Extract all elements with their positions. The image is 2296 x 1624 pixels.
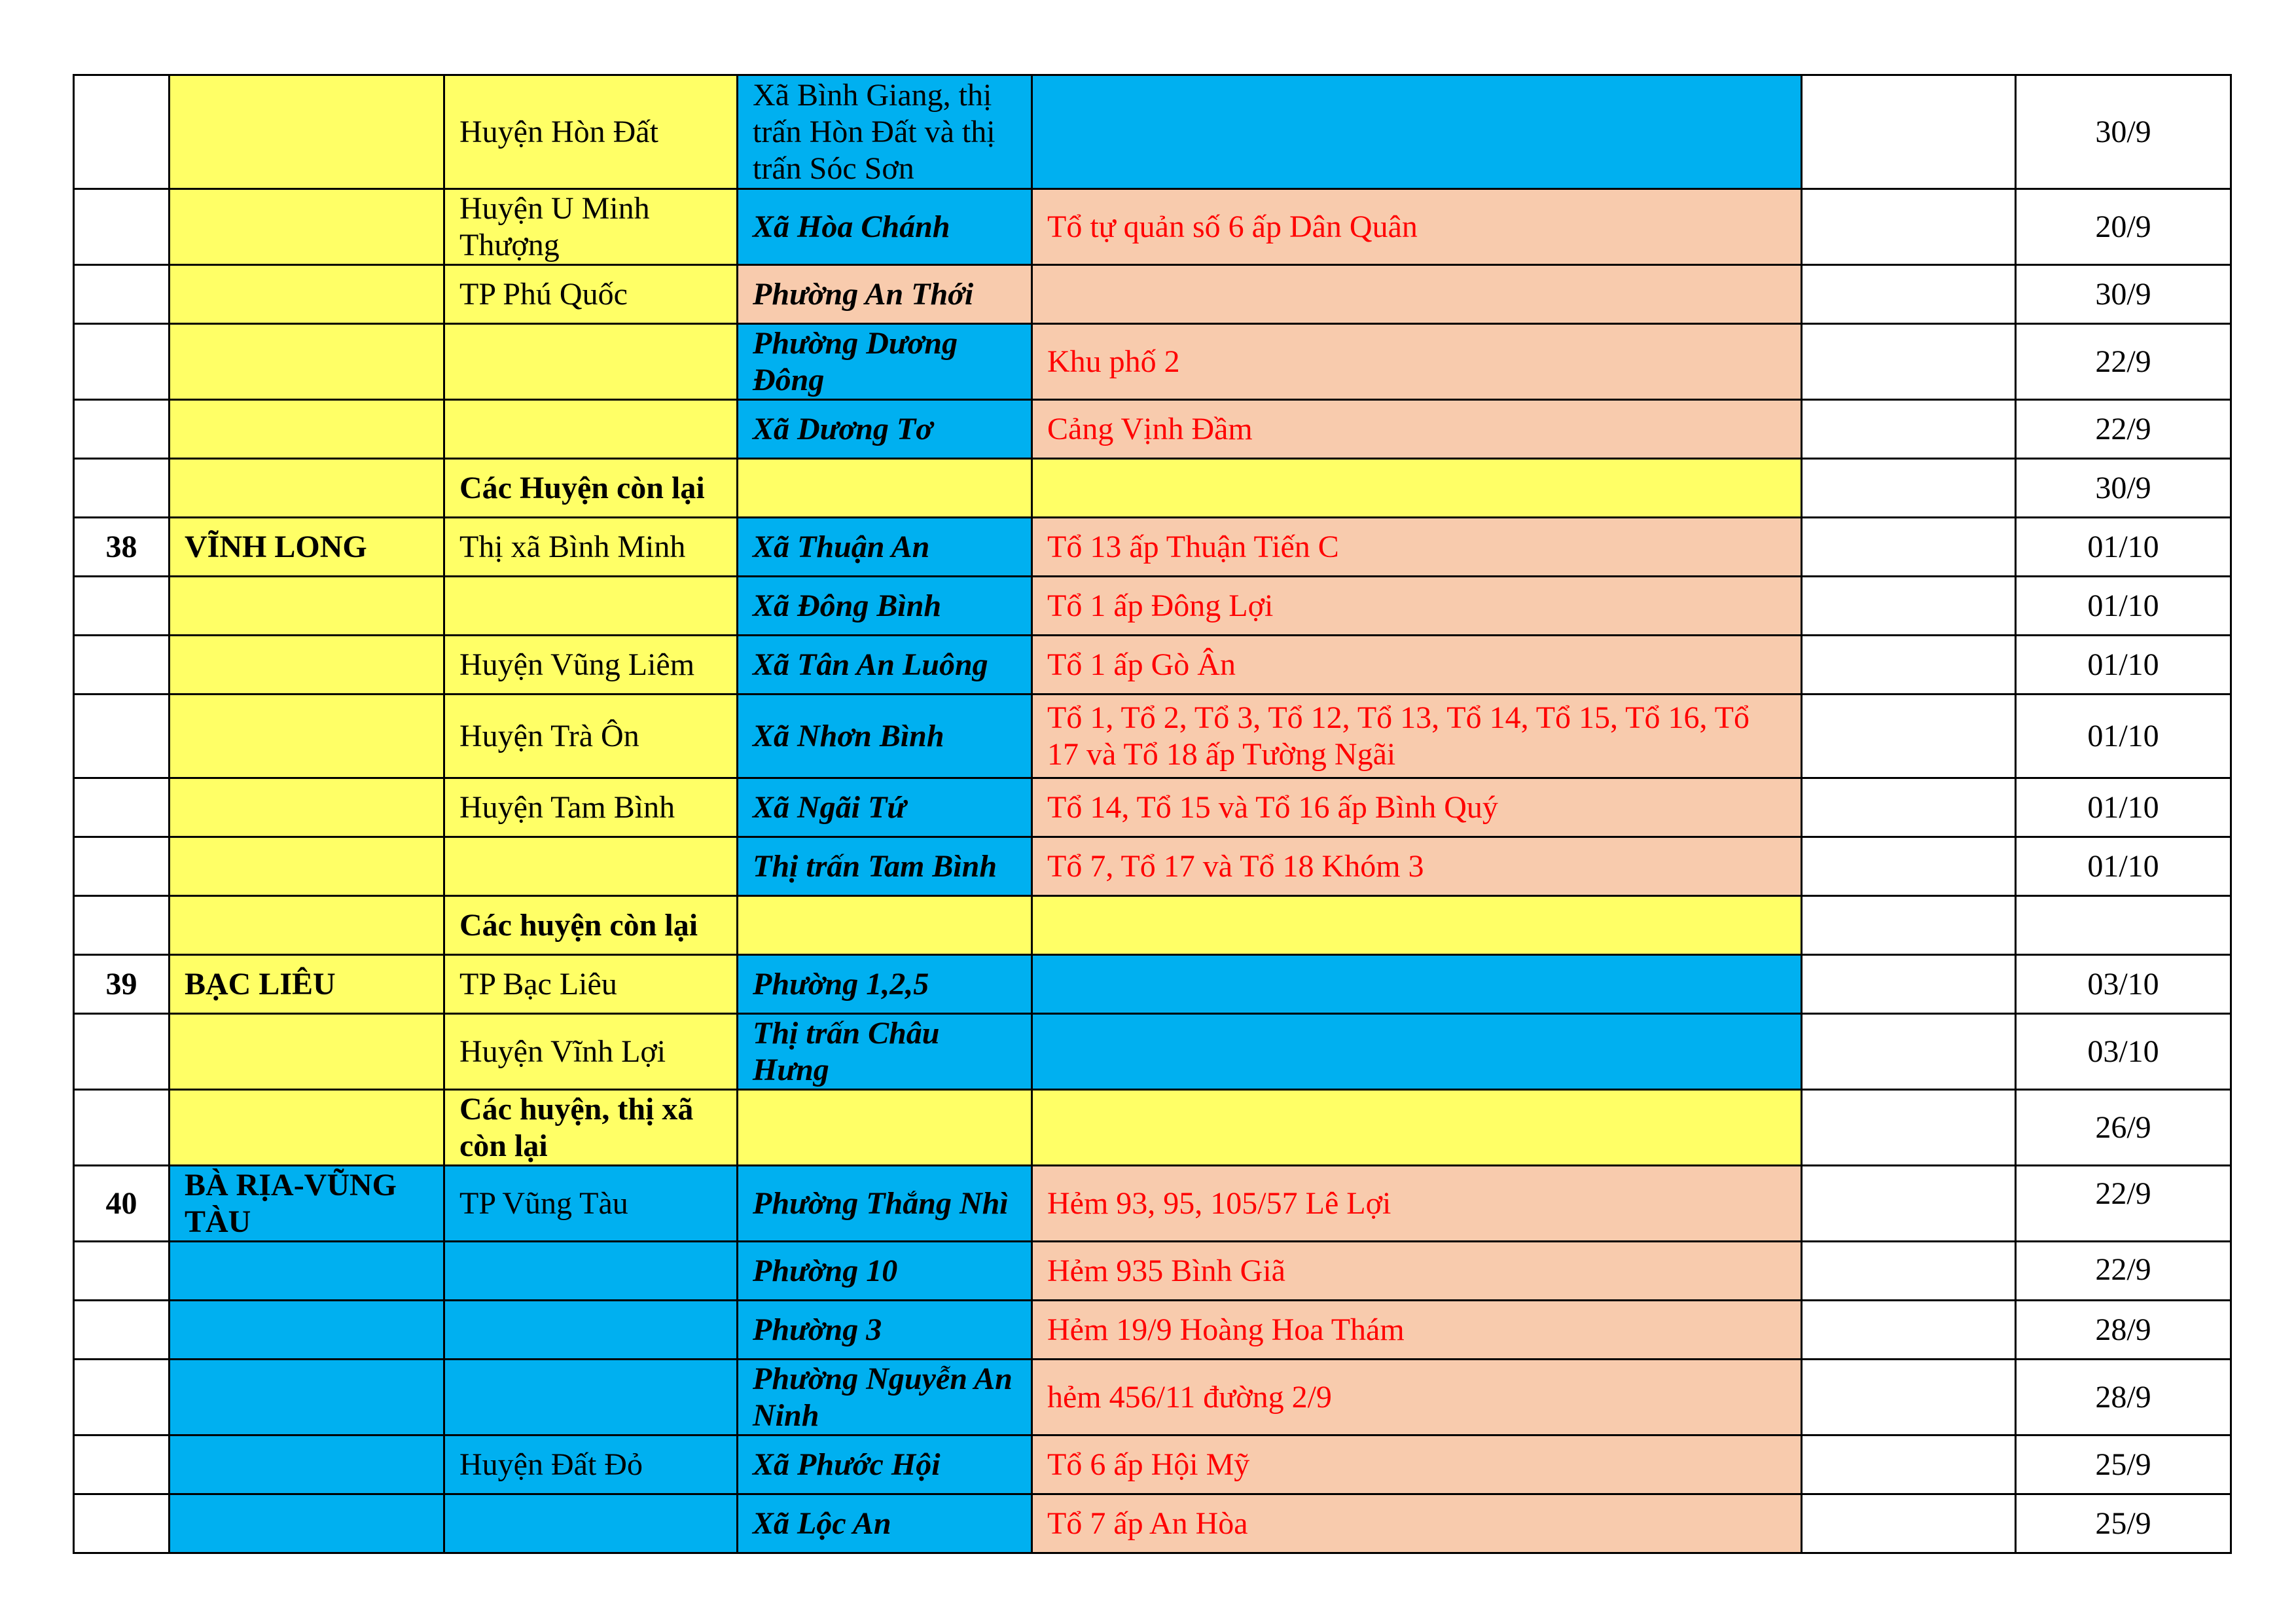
province-cell	[170, 1242, 444, 1301]
table-row	[74, 1360, 2231, 1435]
table-row	[74, 324, 2231, 400]
note-cell	[1802, 1014, 2016, 1090]
date-cell: 22/9	[2016, 400, 2231, 459]
district-cell: TP Bạc Liêu	[444, 955, 738, 1014]
area-cell: Tổ 7 ấp An Hòa	[1032, 1494, 1802, 1553]
date-cell: 28/9	[2016, 1301, 2231, 1360]
table-row	[74, 695, 2231, 778]
date-cell: 01/10	[2016, 636, 2231, 695]
area-cell	[1032, 265, 1802, 324]
date-cell: 03/10	[2016, 955, 2231, 1014]
stt-cell: 40	[74, 1166, 170, 1242]
note-cell	[1802, 1090, 2016, 1166]
stt-cell	[74, 1360, 170, 1435]
province-cell	[170, 1090, 444, 1166]
commune-cell: Xã Phước Hội	[738, 1435, 1032, 1494]
district-cell: Huyện Tam Bình	[444, 778, 738, 837]
table-row	[74, 1014, 2231, 1090]
district-cell: TP Phú Quốc	[444, 265, 738, 324]
area-cell	[1032, 75, 1802, 189]
district-cell: Thị xã Bình Minh	[444, 518, 738, 577]
province-cell	[170, 459, 444, 518]
area-cell: Hẻm 935 Bình Giã	[1032, 1242, 1802, 1301]
province-cell: VĨNH LONG	[170, 518, 444, 577]
note-cell	[1802, 1360, 2016, 1435]
area-cell: hẻm 456/11 đường 2/9	[1032, 1360, 1802, 1435]
commune-cell: Xã Đông Bình	[738, 577, 1032, 636]
stt-cell	[74, 400, 170, 459]
table-row	[74, 1242, 2231, 1301]
province-cell	[170, 400, 444, 459]
area-cell: Tổ 1 ấp Gò Ân	[1032, 636, 1802, 695]
table-row	[74, 189, 2231, 265]
stt-cell	[74, 265, 170, 324]
commune-cell: Xã Thuận An	[738, 518, 1032, 577]
note-cell	[1802, 324, 2016, 400]
note-cell	[1802, 1242, 2016, 1301]
table-row	[74, 577, 2231, 636]
note-cell	[1802, 1301, 2016, 1360]
district-cell	[444, 324, 738, 400]
table-row	[74, 1301, 2231, 1360]
area-cell: Tổ 6 ấp Hội Mỹ	[1032, 1435, 1802, 1494]
date-cell: 01/10	[2016, 778, 2231, 837]
date-cell: 26/9	[2016, 1090, 2231, 1166]
area-cell: Cảng Vịnh Đầm	[1032, 400, 1802, 459]
commune-cell: Phường Thắng Nhì	[738, 1166, 1032, 1242]
stt-cell	[74, 1014, 170, 1090]
area-cell: Tổ 7, Tổ 17 và Tổ 18 Khóm 3	[1032, 837, 1802, 896]
commune-cell: Xã Bình Giang, thị trấn Hòn Đất và thị trấn Sóc Sơn	[738, 75, 1032, 189]
area-cell: Tổ 1, Tổ 2, Tổ 3, Tổ 12, Tổ 13, Tổ 14, Tổ 15, Tổ 16, Tổ 17 và Tổ 18 ấp Tường Ngãi	[1032, 695, 1802, 778]
province-cell	[170, 1014, 444, 1090]
area-cell	[1032, 1090, 1802, 1166]
area-cell	[1032, 1014, 1802, 1090]
province-cell	[170, 1494, 444, 1553]
table-row	[74, 955, 2231, 1014]
commune-cell: Thị trấn Châu Hưng	[738, 1014, 1032, 1090]
district-cell: Huyện Vũng Liêm	[444, 636, 738, 695]
date-cell: 22/9	[2016, 1166, 2231, 1242]
province-cell	[170, 1301, 444, 1360]
stt-cell: 38	[74, 518, 170, 577]
commune-cell	[738, 1090, 1032, 1166]
district-cell	[444, 577, 738, 636]
province-cell	[170, 695, 444, 778]
date-cell: 30/9	[2016, 265, 2231, 324]
commune-cell	[738, 896, 1032, 955]
province-cell	[170, 577, 444, 636]
note-cell	[1802, 75, 2016, 189]
province-cell	[170, 75, 444, 189]
stt-cell	[74, 1090, 170, 1166]
stt-cell	[74, 189, 170, 265]
note-cell	[1802, 837, 2016, 896]
district-cell	[444, 1360, 738, 1435]
stt-cell	[74, 1494, 170, 1553]
table-row	[74, 400, 2231, 459]
district-cell: Huyện Trà Ôn	[444, 695, 738, 778]
commune-cell: Xã Dương Tơ	[738, 400, 1032, 459]
commune-cell: Phường 1,2,5	[738, 955, 1032, 1014]
stt-cell	[74, 324, 170, 400]
province-cell	[170, 265, 444, 324]
table-row	[74, 896, 2231, 955]
province-cell: BÀ RỊA-VŨNG TÀU	[170, 1166, 444, 1242]
district-cell	[444, 1301, 738, 1360]
district-cell	[444, 1494, 738, 1553]
date-cell: 30/9	[2016, 459, 2231, 518]
province-cell: BẠC LIÊU	[170, 955, 444, 1014]
note-cell	[1802, 1435, 2016, 1494]
area-cell: Khu phố 2	[1032, 324, 1802, 400]
note-cell	[1802, 1166, 2016, 1242]
province-cell	[170, 778, 444, 837]
stt-cell	[74, 695, 170, 778]
table-row	[74, 459, 2231, 518]
table-row	[74, 636, 2231, 695]
district-cell: Huyện Vĩnh Lợi	[444, 1014, 738, 1090]
note-cell	[1802, 400, 2016, 459]
district-cell: Các Huyện còn lại	[444, 459, 738, 518]
commune-cell: Thị trấn Tam Bình	[738, 837, 1032, 896]
stt-cell	[74, 1301, 170, 1360]
table-body	[74, 75, 2231, 1553]
commune-cell: Phường An Thới	[738, 265, 1032, 324]
stt-cell: 39	[74, 955, 170, 1014]
table-row	[74, 1494, 2231, 1553]
province-cell	[170, 324, 444, 400]
date-cell: 01/10	[2016, 695, 2231, 778]
table-row	[74, 1435, 2231, 1494]
table-row	[74, 518, 2231, 577]
district-cell: Huyện Hòn Đất	[444, 75, 738, 189]
date-cell: 20/9	[2016, 189, 2231, 265]
table-row	[74, 1166, 2231, 1242]
date-cell: 01/10	[2016, 518, 2231, 577]
note-cell	[1802, 577, 2016, 636]
province-cell	[170, 1360, 444, 1435]
province-cell	[170, 837, 444, 896]
commune-cell: Xã Lộc An	[738, 1494, 1032, 1553]
date-cell: 22/9	[2016, 324, 2231, 400]
district-cell: TP Vũng Tàu	[444, 1166, 738, 1242]
table-row	[74, 778, 2231, 837]
zoning-table	[73, 74, 2232, 1554]
stt-cell	[74, 75, 170, 189]
stt-cell	[74, 459, 170, 518]
commune-cell: Xã Hòa Chánh	[738, 189, 1032, 265]
district-cell	[444, 1242, 738, 1301]
date-cell: 01/10	[2016, 837, 2231, 896]
note-cell	[1802, 1494, 2016, 1553]
date-cell: 25/9	[2016, 1435, 2231, 1494]
note-cell	[1802, 265, 2016, 324]
province-cell	[170, 896, 444, 955]
district-cell: Huyện U Minh Thượng	[444, 189, 738, 265]
province-cell	[170, 1435, 444, 1494]
table-row	[74, 1090, 2231, 1166]
table-row	[74, 265, 2231, 324]
stt-cell	[74, 778, 170, 837]
note-cell	[1802, 778, 2016, 837]
commune-cell: Phường Dương Đông	[738, 324, 1032, 400]
commune-cell: Phường Nguyễn An Ninh	[738, 1360, 1032, 1435]
stt-cell	[74, 1435, 170, 1494]
area-cell: Tổ tự quản số 6 ấp Dân Quân	[1032, 189, 1802, 265]
area-cell	[1032, 955, 1802, 1014]
note-cell	[1802, 636, 2016, 695]
stt-cell	[74, 837, 170, 896]
commune-cell: Phường 10	[738, 1242, 1032, 1301]
commune-cell: Xã Tân An Luông	[738, 636, 1032, 695]
stt-cell	[74, 1242, 170, 1301]
district-cell: Các huyện, thị xã còn lại	[444, 1090, 738, 1166]
area-cell: Tổ 13 ấp Thuận Tiến C	[1032, 518, 1802, 577]
commune-cell: Xã Nhơn Bình	[738, 695, 1032, 778]
district-cell	[444, 400, 738, 459]
district-cell: Các huyện còn lại	[444, 896, 738, 955]
note-cell	[1802, 189, 2016, 265]
stt-cell	[74, 896, 170, 955]
note-cell	[1802, 695, 2016, 778]
commune-cell: Phường 3	[738, 1301, 1032, 1360]
province-cell	[170, 636, 444, 695]
date-cell: 30/9	[2016, 75, 2231, 189]
commune-cell: Xã Ngãi Tứ	[738, 778, 1032, 837]
date-cell	[2016, 896, 2231, 955]
note-cell	[1802, 518, 2016, 577]
note-cell	[1802, 896, 2016, 955]
date-cell: 01/10	[2016, 577, 2231, 636]
stt-cell	[74, 636, 170, 695]
commune-cell	[738, 459, 1032, 518]
date-cell: 25/9	[2016, 1494, 2231, 1553]
date-cell: 22/9	[2016, 1242, 2231, 1301]
area-cell: Tổ 1 ấp Đông Lợi	[1032, 577, 1802, 636]
table-row	[74, 75, 2231, 189]
note-cell	[1802, 459, 2016, 518]
district-cell	[444, 837, 738, 896]
stt-cell	[74, 577, 170, 636]
note-cell	[1802, 955, 2016, 1014]
district-cell: Huyện Đất Đỏ	[444, 1435, 738, 1494]
date-cell: 03/10	[2016, 1014, 2231, 1090]
table-row	[74, 837, 2231, 896]
area-cell: Hẻm 19/9 Hoàng Hoa Thám	[1032, 1301, 1802, 1360]
area-cell	[1032, 896, 1802, 955]
area-cell: Hẻm 93, 95, 105/57 Lê Lợi	[1032, 1166, 1802, 1242]
area-cell: Tổ 14, Tổ 15 và Tổ 16 ấp Bình Quý	[1032, 778, 1802, 837]
province-cell	[170, 189, 444, 265]
area-cell	[1032, 459, 1802, 518]
date-cell: 28/9	[2016, 1360, 2231, 1435]
